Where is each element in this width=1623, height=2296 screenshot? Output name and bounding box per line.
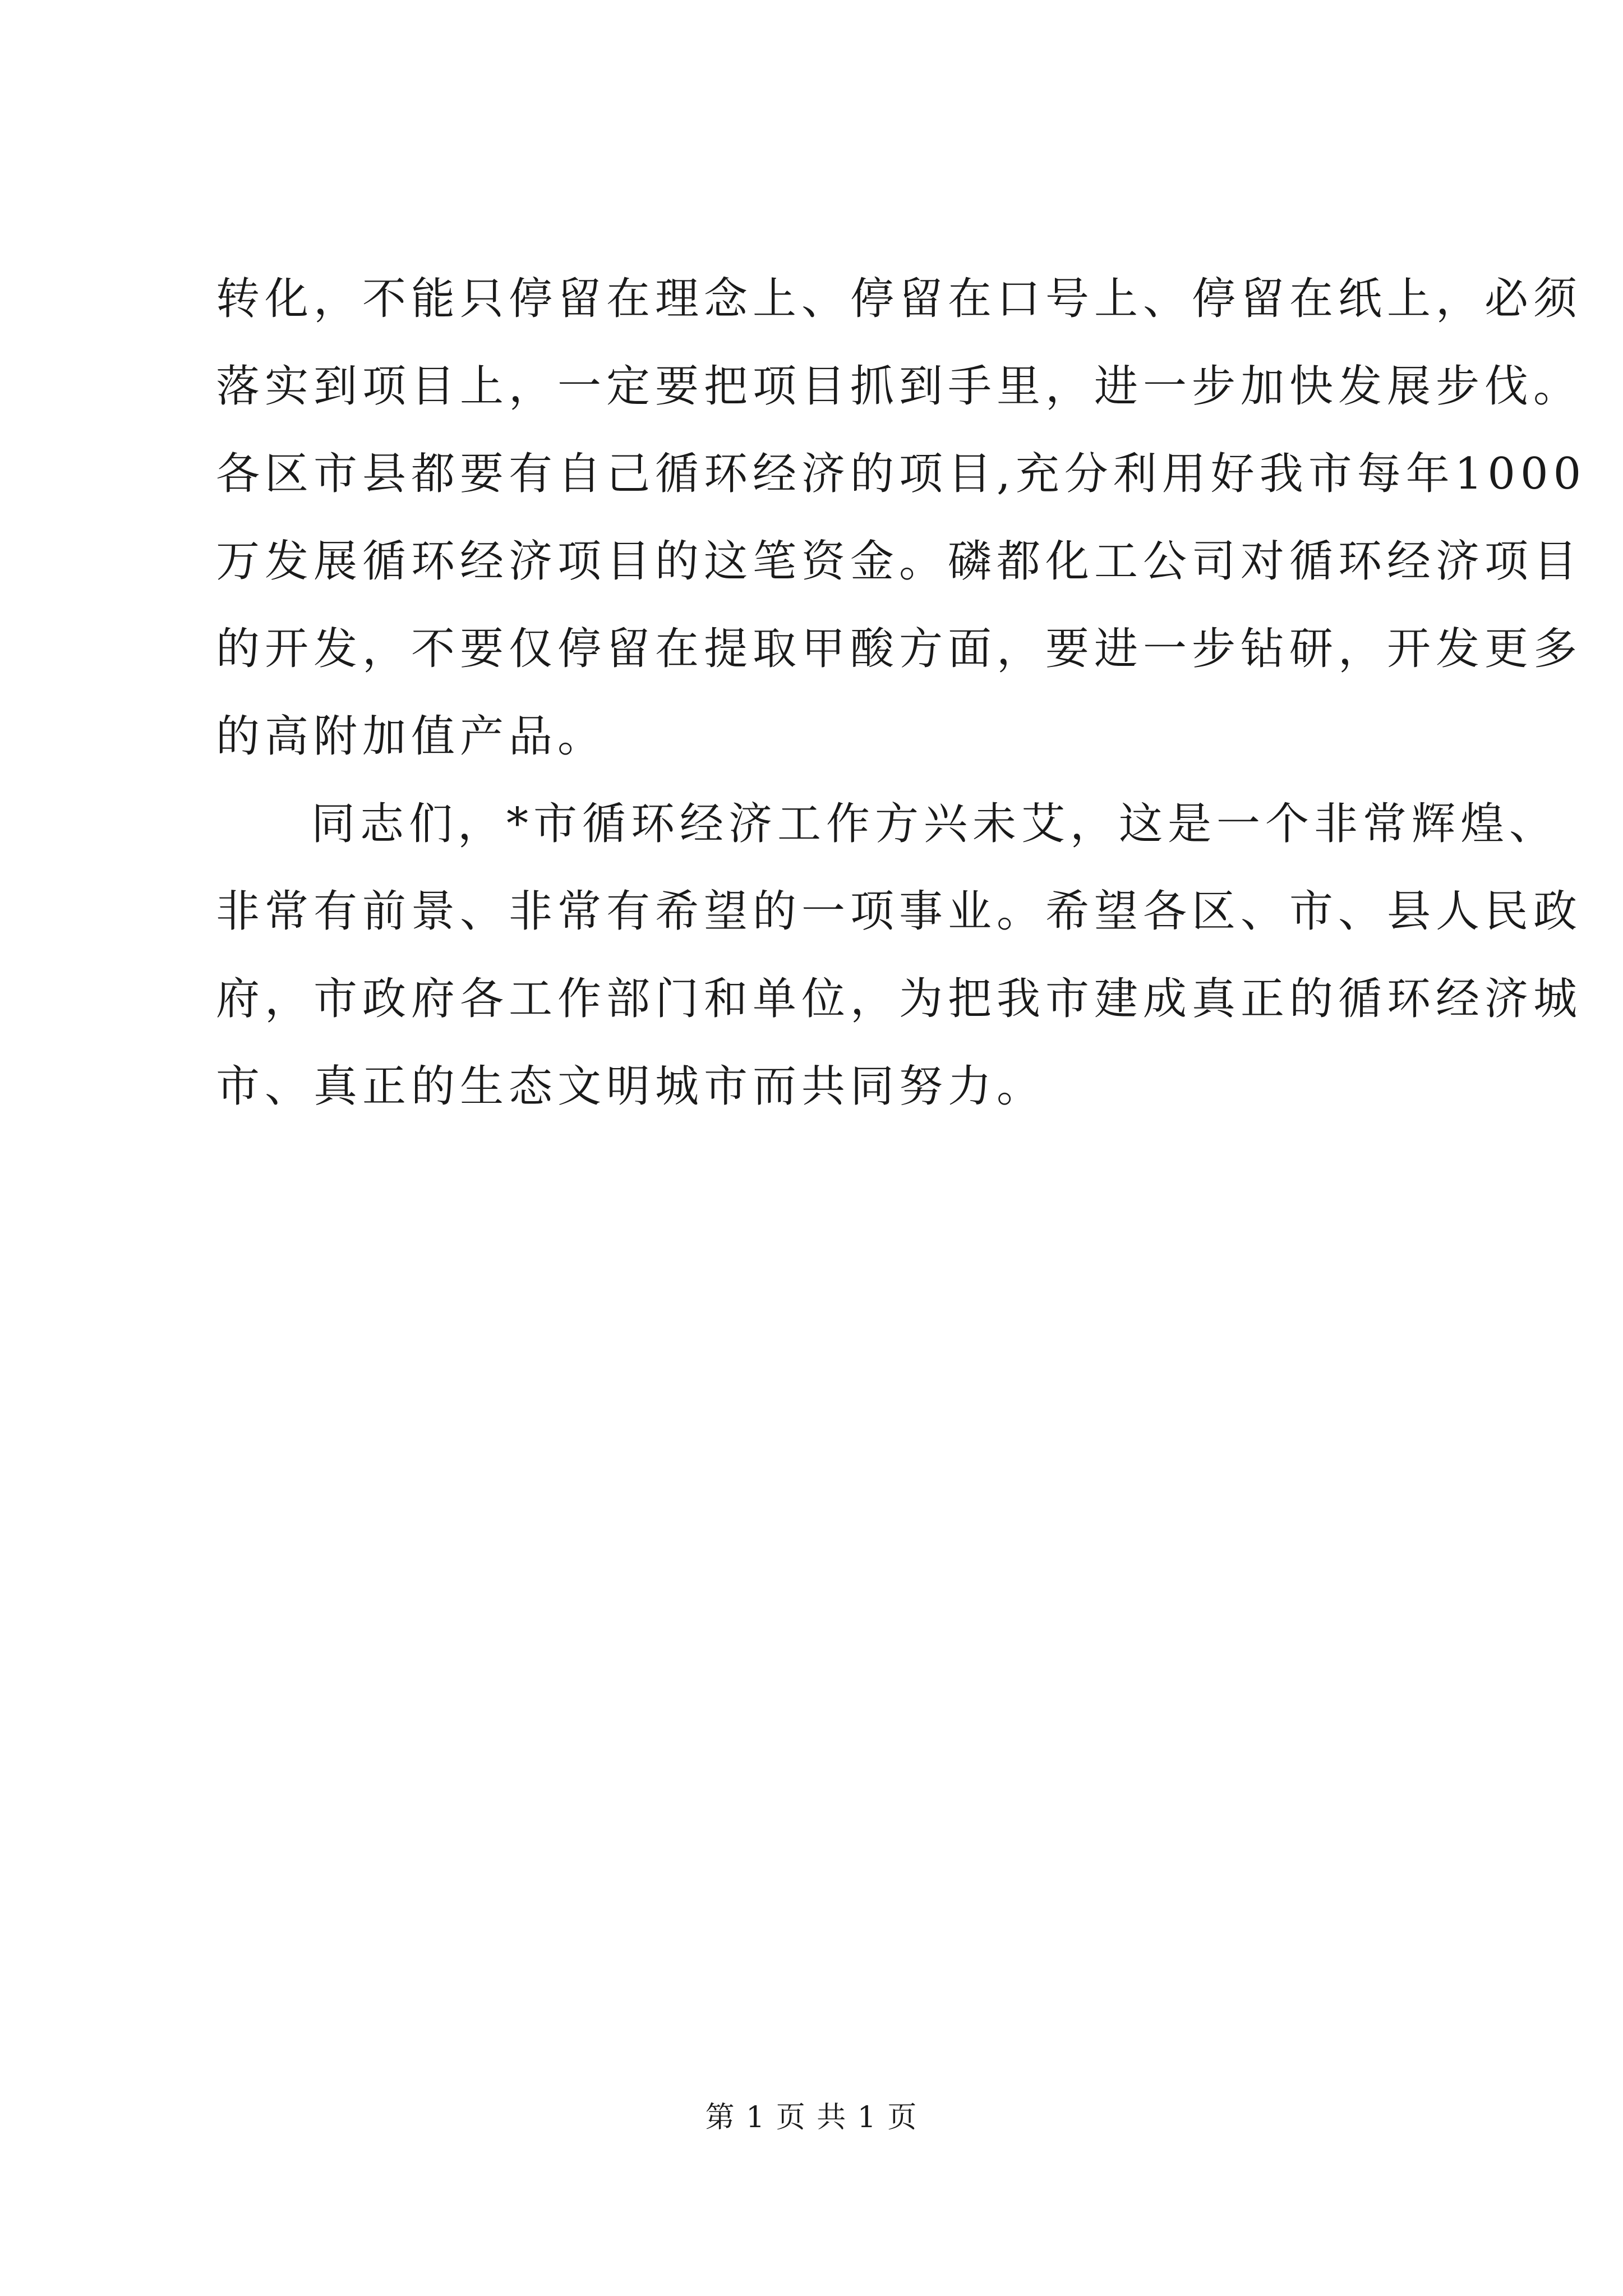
paragraph-line: 非常有前景、非常有希望的一项事业。希望各区、市、县人民政 (216, 886, 1583, 937)
page-number-footer: 第 1 页 共 1 页 (705, 2101, 918, 2134)
paragraph-line: 同志们，*市循环经济工作方兴未艾，这是一个非常辉煌、 (311, 799, 1559, 849)
paragraph-line: 万发展循环经济项目的这笔资金。磷都化工公司对循环经济项目 (216, 536, 1583, 587)
paragraph-line: 市、真正的生态文明城市而共同努力。 (216, 1061, 1046, 1112)
paragraph-2 (216, 780, 1583, 1130)
paragraph-line: 各区市县都要有自己循环经济的项目,充分利用好我市每年1000 (216, 449, 1587, 499)
paragraph-line: 转化，不能只停留在理念上、停留在口号上、停留在纸上，必须 (216, 274, 1583, 324)
paragraph-line: 的开发，不要仅停留在提取甲酸方面，要进一步钻研，开发更多 (216, 624, 1583, 674)
document-body (216, 255, 1587, 1130)
paragraph-line: 府，市政府各工作部门和单位，为把我市建成真正的循环经济城 (216, 974, 1583, 1024)
paragraph-1 (216, 255, 1587, 780)
paragraph-line: 的高附加值产品。 (216, 711, 607, 762)
paragraph-line: 落实到项目上，一定要把项目抓到手里，进一步加快发展步伐。 (216, 361, 1583, 412)
